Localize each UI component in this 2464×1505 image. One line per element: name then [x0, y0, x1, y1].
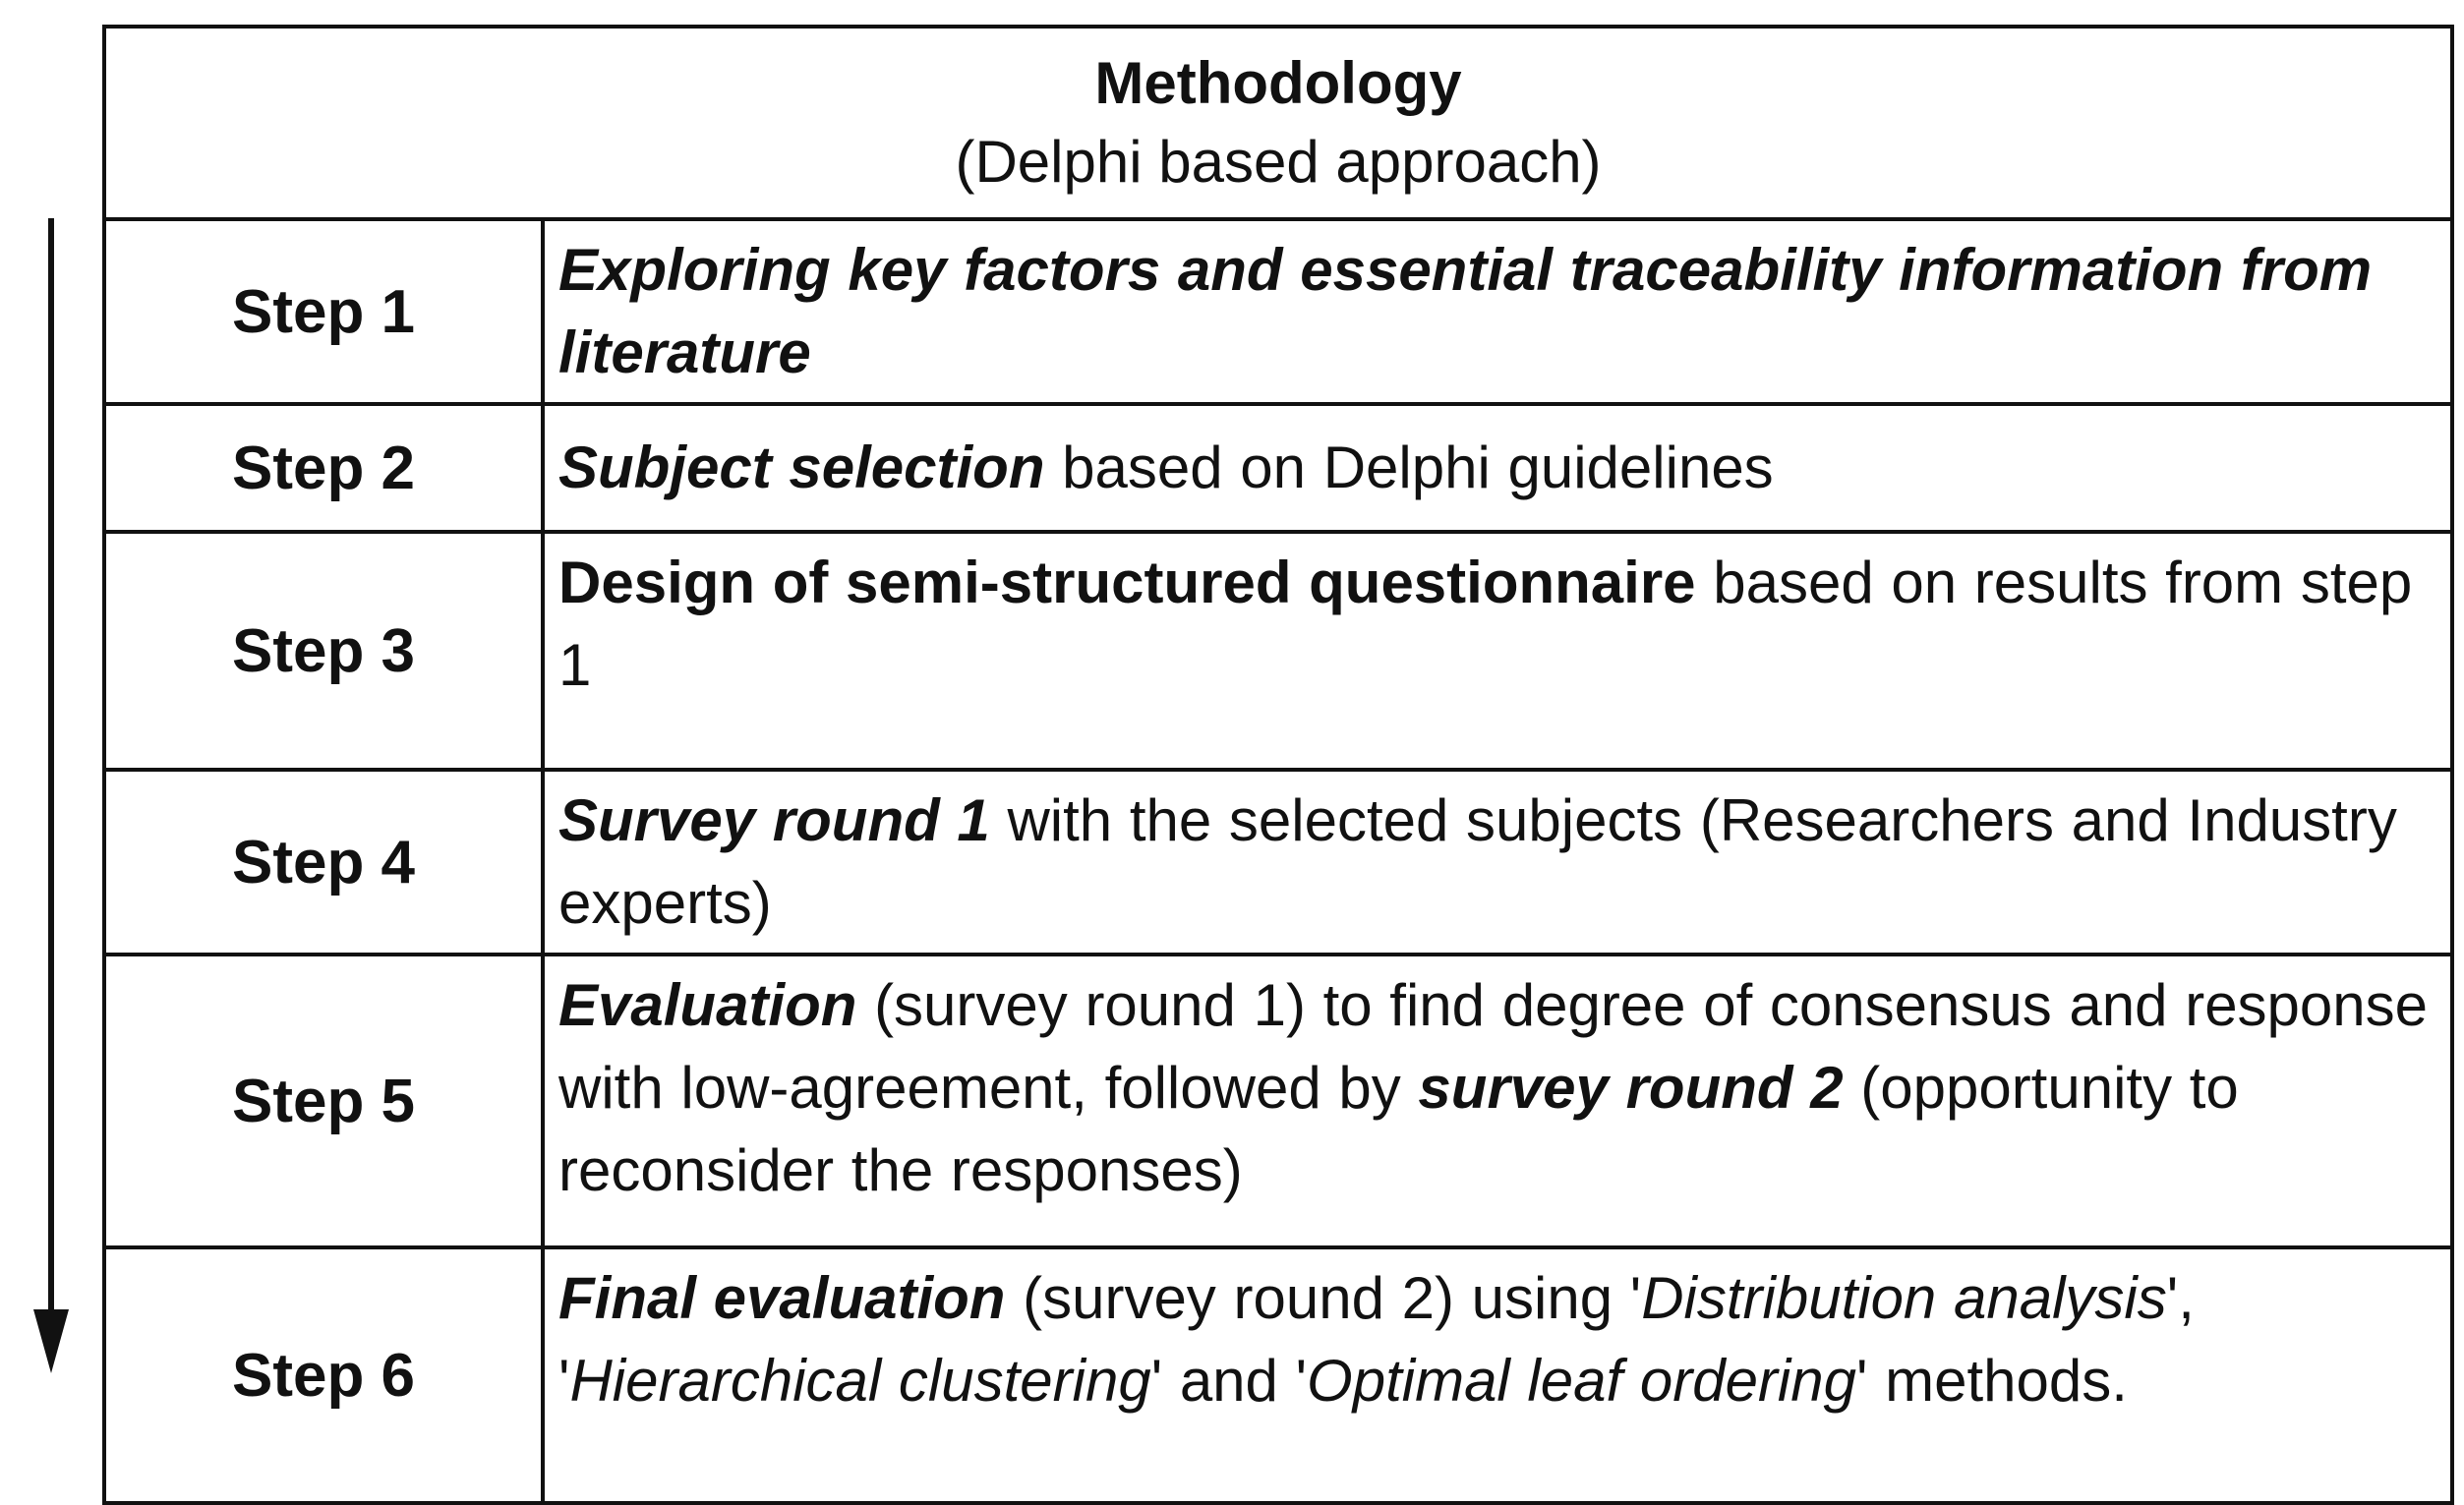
step-label: Step 6 — [104, 1247, 543, 1503]
step-text-part: based on Delphi guidelines — [1044, 434, 1774, 500]
step-label: Step 2 — [104, 404, 543, 532]
step-description — [543, 404, 2452, 532]
step-label: Step 1 — [104, 219, 543, 404]
step-text-part: Design of semi-structured questionnaire — [558, 550, 1696, 615]
step-text-part: Subject selection — [558, 434, 1045, 500]
step-text-part: based on results from step 1 — [558, 550, 2413, 698]
step-text-part: Survey round 1 — [558, 787, 990, 853]
step-row — [104, 955, 2452, 1247]
step-text-part: survey round 2 — [1418, 1055, 1844, 1121]
step-row — [104, 532, 2452, 770]
step-text-part: (survey round 1) to find degree of consensus and response with low-agreement, followed by — [558, 972, 2429, 1121]
step-description — [543, 219, 2452, 404]
step-label: Step 5 — [104, 955, 543, 1247]
step-description — [543, 955, 2452, 1247]
step-text-part: Optimal leaf ordering — [1307, 1348, 1856, 1414]
step-text-part: Evaluation — [558, 972, 857, 1038]
step-text-part: Distribution analysis — [1641, 1265, 2167, 1331]
step-text-part: ', ' — [558, 1265, 2195, 1414]
step-text-part: Final evaluation — [558, 1265, 1006, 1331]
header-cell — [104, 27, 2452, 219]
step-text-part: ' methods. — [1855, 1348, 2128, 1414]
step-label: Step 3 — [104, 532, 543, 770]
arrow-head — [33, 1309, 69, 1373]
step-text-part: Hierarchical clustering — [569, 1348, 1151, 1414]
step-text-part: (opportunity to reconsider the responses) — [558, 1055, 2239, 1203]
methodology-table — [102, 25, 2454, 1505]
step-text-part: (survey round 2) using ' — [1005, 1265, 1642, 1331]
methodology-title: Methodology — [1094, 50, 1462, 116]
step-row — [104, 219, 2452, 404]
step-row — [104, 404, 2452, 532]
methodology-subtitle: (Delphi based approach) — [955, 129, 1602, 195]
step-description — [543, 770, 2452, 955]
progress-down-arrow — [29, 218, 73, 1373]
step-description — [543, 1247, 2452, 1503]
step-description — [543, 532, 2452, 770]
step-row — [104, 770, 2452, 955]
step-text-part: with the selected subjects (Researchers and Industry experts) — [558, 787, 2397, 936]
step-row — [104, 1247, 2452, 1503]
step-text-part: Exploring key factors and essential traceability information from literature — [558, 237, 2373, 385]
step-text-part: ' and ' — [1150, 1348, 1308, 1414]
header-row — [104, 27, 2452, 219]
step-label: Step 4 — [104, 770, 543, 955]
